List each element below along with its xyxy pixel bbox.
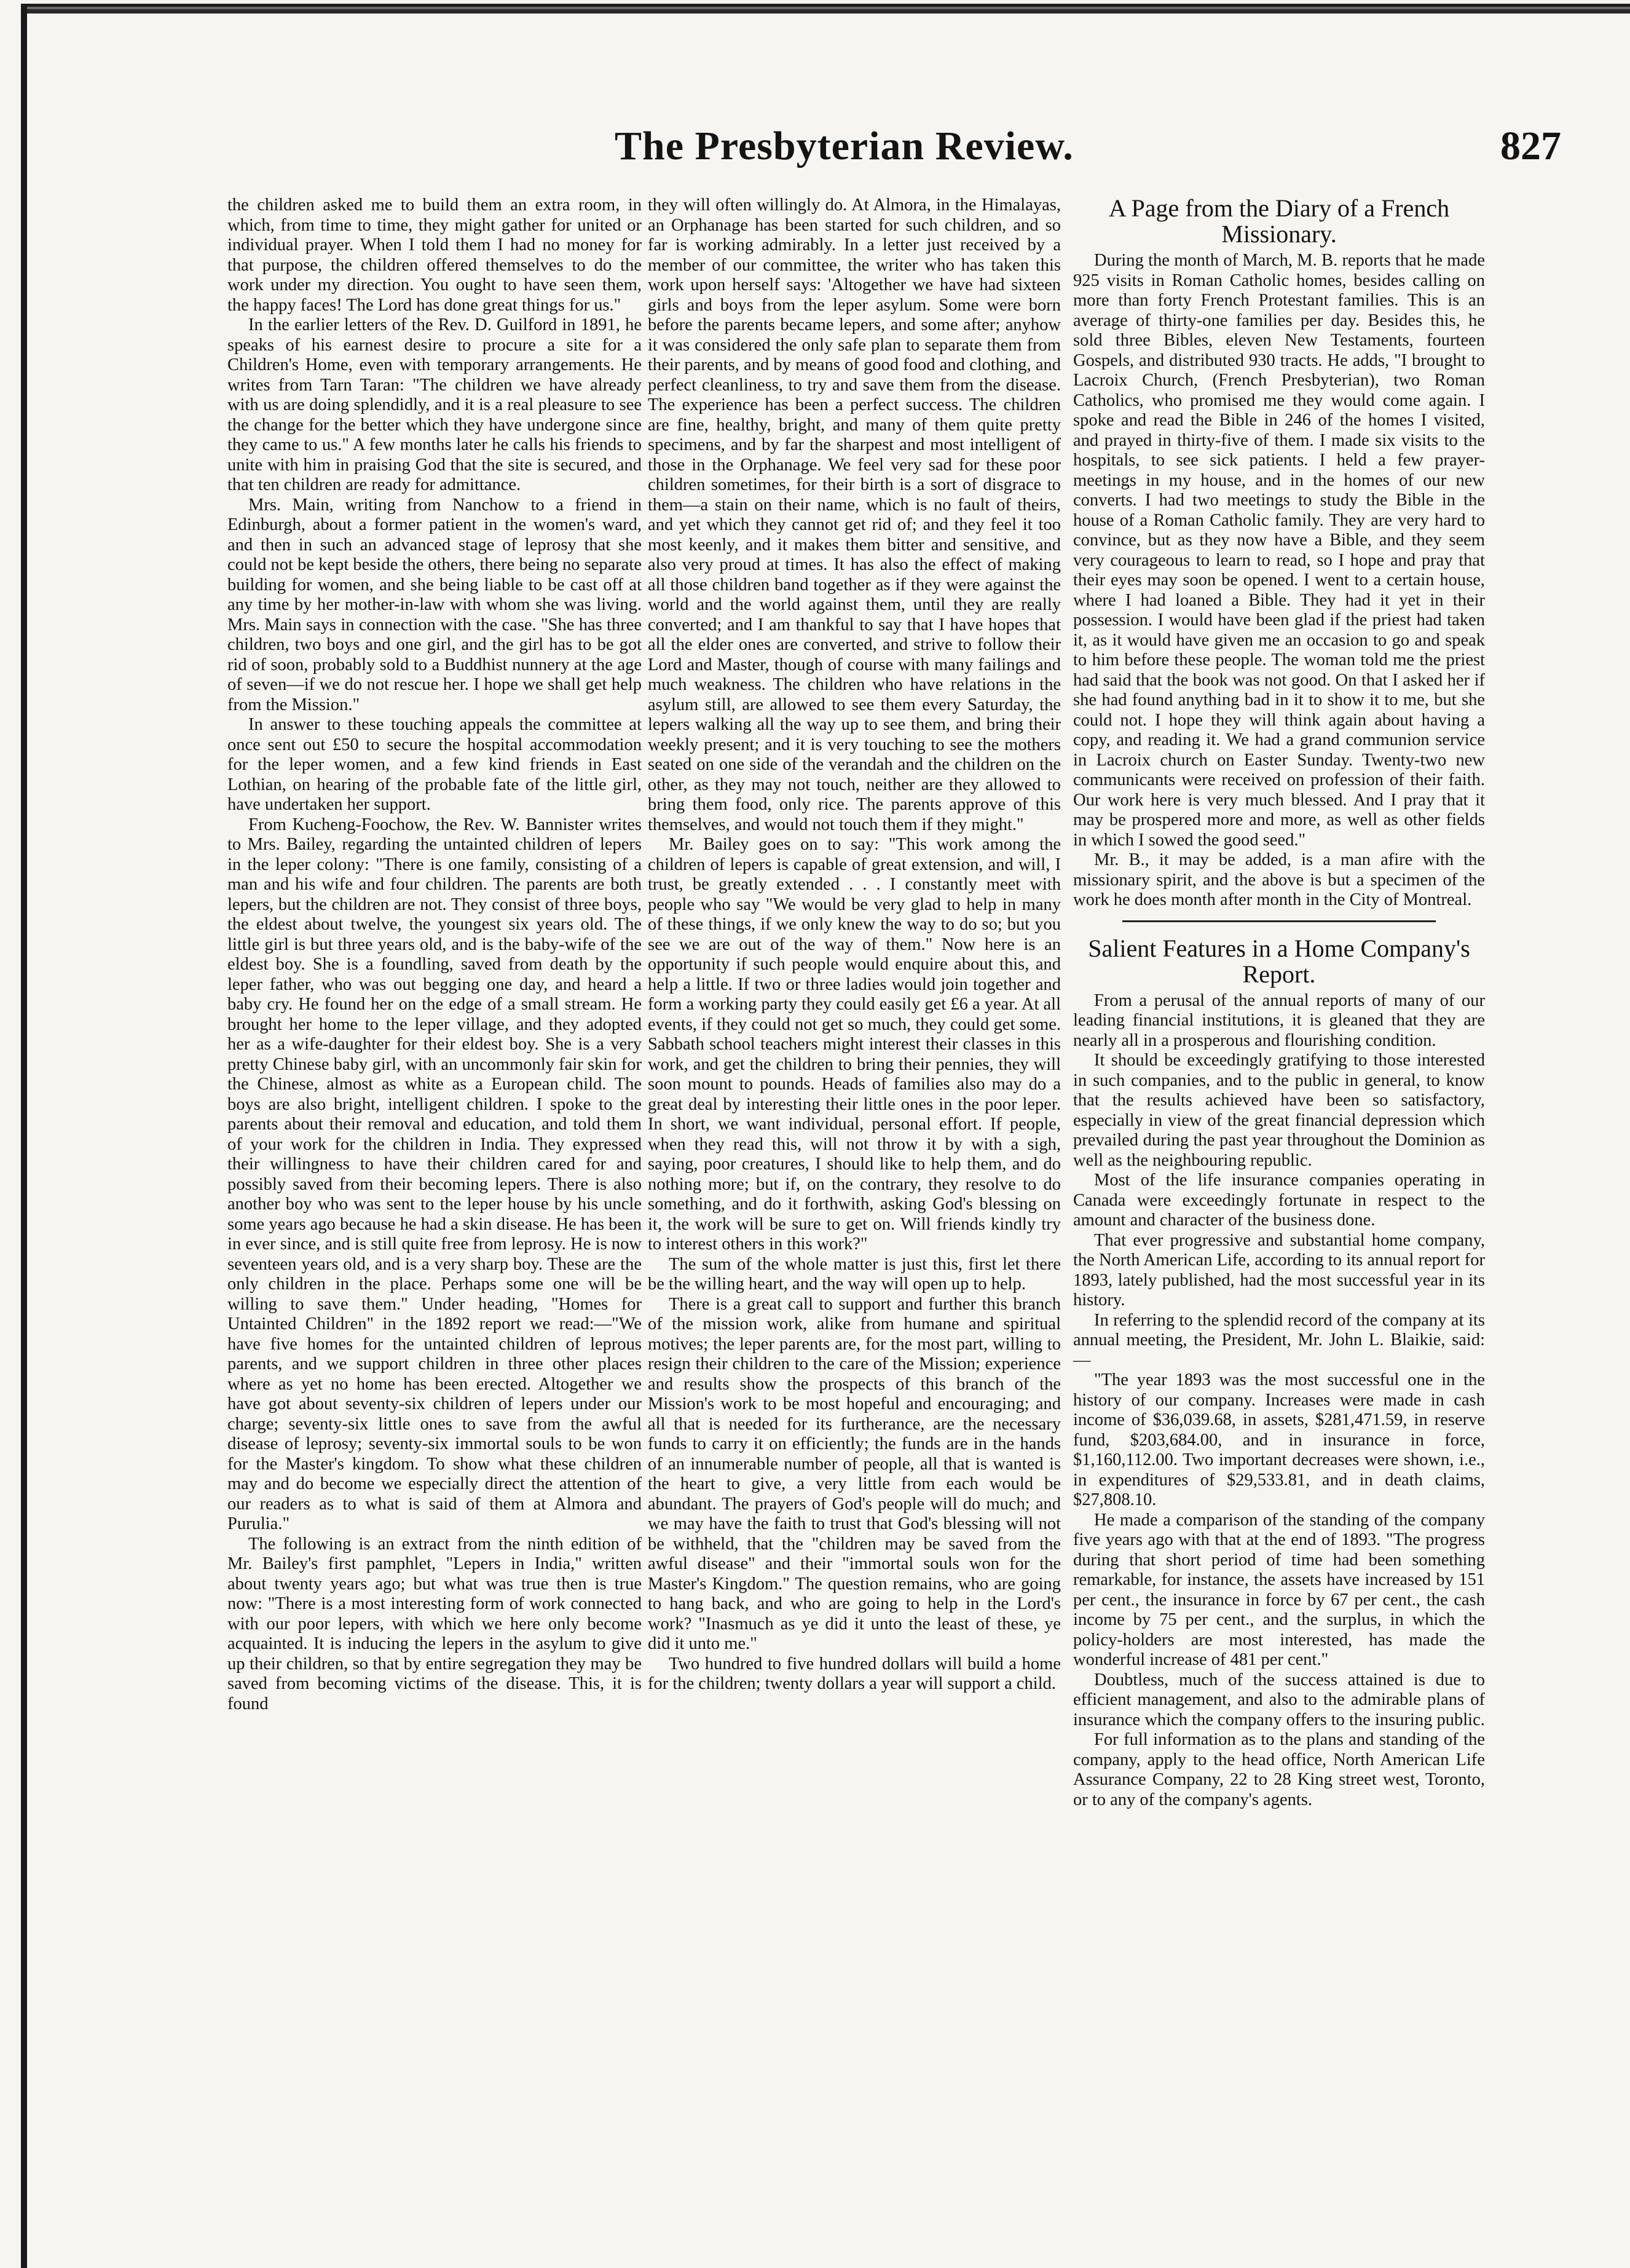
column-3: [1073, 196, 1485, 1810]
journal-title: The Presbyterian Review.: [615, 124, 1074, 168]
paragraph: "The year 1893 was the most successful one in the history of our company. Increases were made in cash income of $36,039.68, in assets, $281,471.59, in reserve fund, $203,684.00, and in insurance in force, $1,160,112.00. Two important decreases were shown, i.e., in expenditures of $29,533.81, and in death claims, $27,808.10.: [1073, 1370, 1485, 1509]
article-divider: [1122, 920, 1436, 922]
page-number: 827: [1500, 124, 1561, 168]
paragraph: In the earlier letters of the Rev. D. Guilford in 1891, he speaks of his earnest desire to procure a site for a Children's Home, even with temporary arrangements. He writes from Tarn Taran: "The children we have already with us are doing splendidly, and it is a real pleasure to see the change for the better which they have undergone since they came to us." A few months later he calls his friends to unite with him in praising God that the site is secured, and that ten children are ready for admittance.: [227, 315, 642, 494]
paragraph: In referring to the splendid record of the company at its annual meeting, the President, Mr. John L. Blaikie, said:—: [1073, 1310, 1485, 1370]
paragraph: It should be exceedingly gratifying to those interested in such companies, and to the public in general, to know that the results achieved have been so satisfactory, especially in view of the great financial depression which prevailed during the past year throughout the Dominion as well as the neighbouring republic.: [1073, 1051, 1485, 1170]
article-heading-salient-features: Salient Features in a Home Company's Report.: [1088, 934, 1470, 988]
paragraph: In answer to these touching appeals the committee at once sent out £50 to secure the hospital accommodation for the leper women, and a few kind friends in East Lothian, on hearing of the probable fate of the little girl, have undertaken her support.: [227, 715, 642, 814]
paragraph: Mr. B., it may be added, is a man afire with the missionary spirit, and the above is but a specimen of the work he does month after month in the City of Montreal.: [1073, 850, 1485, 909]
paragraph: Most of the life insurance companies operating in Canada were exceedingly fortunate in respect to the amount and character of the business done.: [1073, 1171, 1485, 1230]
article-heading-french-missionary: A Page from the Diary of a French Missionary.: [1108, 194, 1450, 248]
column-1: [227, 196, 642, 1714]
paragraph: Doubtless, much of the success attained is due to efficient management, and also to the admirable plans of insurance which the company offers to the insuring public.: [1073, 1670, 1485, 1729]
top-border-rule: [25, 4, 1630, 14]
left-border-rule: [21, 4, 27, 2268]
paragraph: That ever progressive and substantial home company, the North American Life, according to its annual report for 1893, lately published, had the most successful year in its history.: [1073, 1230, 1485, 1310]
paragraph: The sum of the whole matter is just this, first let there be the willing heart, and the way will open up to help.: [648, 1254, 1061, 1294]
paragraph: For full information as to the plans and standing of the company, apply to the head office, North American Life Assurance Company, 22 to 28 King street west, Toronto, or to any of the company's agents.: [1073, 1730, 1485, 1809]
paragraph: From a perusal of the annual reports of many of our leading financial institutions, it is gleaned that they are nearly all in a prosperous and flourishing condition.: [1073, 990, 1485, 1050]
paragraph: The following is an extract from the ninth edition of Mr. Bailey's first pamphlet, "Lepers in India," written about twenty years ago; but what was true then is true now: "There is a most interesting form of work connected with our poor lepers, with which we here only become acquainted. It is inducing the lepers in the asylum to give up their children, so that by entire segregation they may be saved from becoming victims of the disease. This, it is found: [227, 1534, 642, 1713]
paragraph: Two hundred to five hundred dollars will build a home for the children; twenty dollars a year will support a child.: [648, 1654, 1061, 1693]
paragraph: Mrs. Main, writing from Nanchow to a friend in Edinburgh, about a former patient in the women's ward, and then in such an advanced stage of leprosy that she could not be kept beside the others, there being no separate building for women, and she being liable to be cast off at any time by her mother-in-law with whom she was living. Mrs. Main says in connection with the case. "She has three children, two boys and one girl, and the girl has to be got rid of soon, probably sold to a Buddhist nunnery at the age of seven—if we do not rescue her. I hope we shall get help from the Mission.": [227, 495, 642, 714]
paragraph: There is a great call to support and further this branch of the mission work, alike from humane and spiritual motives; the leper parents are, for the most part, willing to resign their children to the care of the Mission; experience and results show the prospects of this branch of the Mission's work to be most hopeful and encouraging; and all that is needed for its furtherance, are the necessary funds to carry it on efficiently; the funds are in the hands of an innumerable number of people, all that is wanted is the heart to give, a very little from each would be abundant. The prayers of God's people will do much; and we may have the faith to trust that God's blessing will not be withheld, that the "children may be saved from the awful disease" and their "immortal souls won for the Master's Kingdom." The question remains, who are going to hang back, and who are going to help in the Lord's work? "Inasmuch as ye did it unto the least of these, ye did it unto me.": [648, 1294, 1061, 1653]
page-header: [615, 123, 1598, 178]
paragraph: He made a comparison of the standing of the company five years ago with that at the end of 1893. "The progress during that short period of time had been something remarkable, for instance, the assets have increased by 151 per cent., the insurance in force by 67 per cent., the cash income by 75 per cent., and the surplus, in which the policy-holders are most interested, has made the wonderful increase of 481 per cent.": [1073, 1510, 1485, 1669]
paragraph: they will often willingly do. At Almora, in the Himalayas, an Orphanage has been started for such children, and so far is working admirably. In a letter just received by a member of our committee, the writer who has taken this work upon herself says: 'Altogether we have had sixteen girls and boys from the leper asylum. Some were born before the parents became lepers, and some after; anyhow it was considered the only safe plan to separate them from their parents, and by means of good food and clothing, and perfect cleanliness, to try and save them from the disease. The experience has been a perfect success. The children are fine, healthy, bright, and many of them quite pretty specimens, and by far the sharpest and most intelligent of those in the Orphanage. We feel very sad for these poor children sometimes, for their birth is a sort of disgrace to them—a stain on their name, which is no fault of theirs, and yet which they cannot get rid of; and they feel it too most keenly, and it makes them bitter and sensitive, and also very proud at times. It has also the effect of making all those children band together as if they were against the world and the world against them, until they are really converted; and I am thankful to say that I have hopes that all the elder ones are converted, and strive to follow their Lord and Master, though of course with many failings and much weakness. The children who have relations in the asylum still, are allowed to see them every Saturday, the lepers walking all the way up to see them, and bring their weekly present; and it is very touching to see the mothers seated on one side of the verandah and the children on the other, as they may not touch, neither are they allowed to bring them food, only rice. The parents approve of this themselves, and would not touch them if they might.": [648, 196, 1061, 834]
paragraph: During the month of March, M. B. reports that he made 925 visits in Roman Catholic homes, besides calling on more than forty French Protestant families. This is an average of thirty-one families per day. Besides this, he sold three Bibles, eleven New Testaments, fourteen Gospels, and distributed 930 tracts. He adds, "I brought to Lacroix Church, (French Presbyterian), two Roman Catholics, who promised me they would come again. I spoke and read the Bible in 246 of the homes I visited, and prayed in thirty-five of them. I made six visits to the hospitals, to see sick patients. I held a few prayer-meetings in my house, and in the homes of our new converts. I had two meetings to study the Bible in the house of a Roman Catholic family. They are very hard to convince, but as they now have a Bible, and they seem very courageous to learn to read, so I hope and pray that their eyes may soon be opened. I went to a certain house, where I had loaned a Bible. They had it yet in their possession. I would have been glad if the priest had taken it, as it would have given me an occasion to go and speak to him before these people. The woman told me the priest had said that the book was not good. On that I asked her if she had found anything bad in it to show it to me, but she could not. I hope they will think again about having a copy, and reading it. We had a grand communion service in Lacroix church on Easter Sunday. Twenty-two new communicants were received on profession of their faith. Our work here is very much blessed. And I pray that it may be prospered more and more, as well as other fields in which I sowed the good seed.": [1073, 251, 1485, 850]
paragraph: From Kucheng-Foochow, the Rev. W. Bannister writes to Mrs. Bailey, regarding the untainted children of lepers in the leper colony: "There is one family, consisting of a man and his wife and four children. The parents are both lepers, but the children are not. They consist of three boys, the eldest about twelve, the youngest six years old. The little girl is but three years old, and is the baby-wife of the eldest boy. She is a foundling, saved from death by the leper father, who was out begging one day, and heard a baby cry. He found her on the edge of a small stream. He brought her home to the leper village, and they adopted her as a wife-daughter for their eldest boy. She is a very pretty Chinese baby girl, with an uncommonly fair skin for the Chinese, almost as white as a European child. The boys are also bright, intelligent children. I spoke to the parents about their removal and education, and told them of your work for the children in India. They expressed their willingness to have their children cared for and possibly saved from their becoming lepers. There is also another boy who was sent to the leper house by his uncle some years ago because he had a skin disease. He has been in ever since, and is still quite free from leprosy. He is now seventeen years old, and is a very sharp boy. These are the only children in the place. Perhaps some one will be willing to save them." Under heading, "Homes for Untainted Children" in the 1892 report we read:—"We have five homes for the untainted children of leprous parents, and we support children in three other places where as yet no home has been erected. Altogether we have got about seventy-six children of lepers under our charge; seventy-six little ones to save from the awful disease of leprosy; seventy-six immortal souls to be won for the Master's kingdom. To show what these children may and do become we especially direct the attention of our readers as to what is said of them at Almora and Purulia.": [227, 815, 642, 1533]
column-2: [648, 196, 1061, 1694]
paragraph: Mr. Bailey goes on to say: "This work among the children of lepers is capable of great extension, and will, I trust, be greatly extended . . . I constantly meet with people who say "We would be very glad to help in many of these things, if we only knew the way to do so; but you see we are out of the way of them." Now here is an opportunity if such people would enquire about this, and help a little. If two or three ladies would join together and form a working party they could easily get £6 a year. At all events, if they could not get so much, they could get some. Sabbath school teachers might interest their classes in this work, and get the children to bring their pennies, they will soon mount to pounds. Heads of families also may do a great deal by interesting their little ones in the poor leper. In short, we want individual, personal effort. If people, when they read this, will not throw it by with a sigh, saying, poor creatures, I should like to help them, and do nothing more; but if, on the contrary, they resolve to do something, and do it forthwith, asking God's blessing on it, the work will be sure to get on. Will friends kindly try to interest others in this work?": [648, 835, 1061, 1254]
paragraph: the children asked me to build them an extra room, in which, from time to time, they might gather for united or individual prayer. When I told them I had no money for that purpose, the children offered themselves to do the work under my direction. You ought to have seen them, the happy faces! The Lord has done great things for us.": [227, 196, 642, 315]
